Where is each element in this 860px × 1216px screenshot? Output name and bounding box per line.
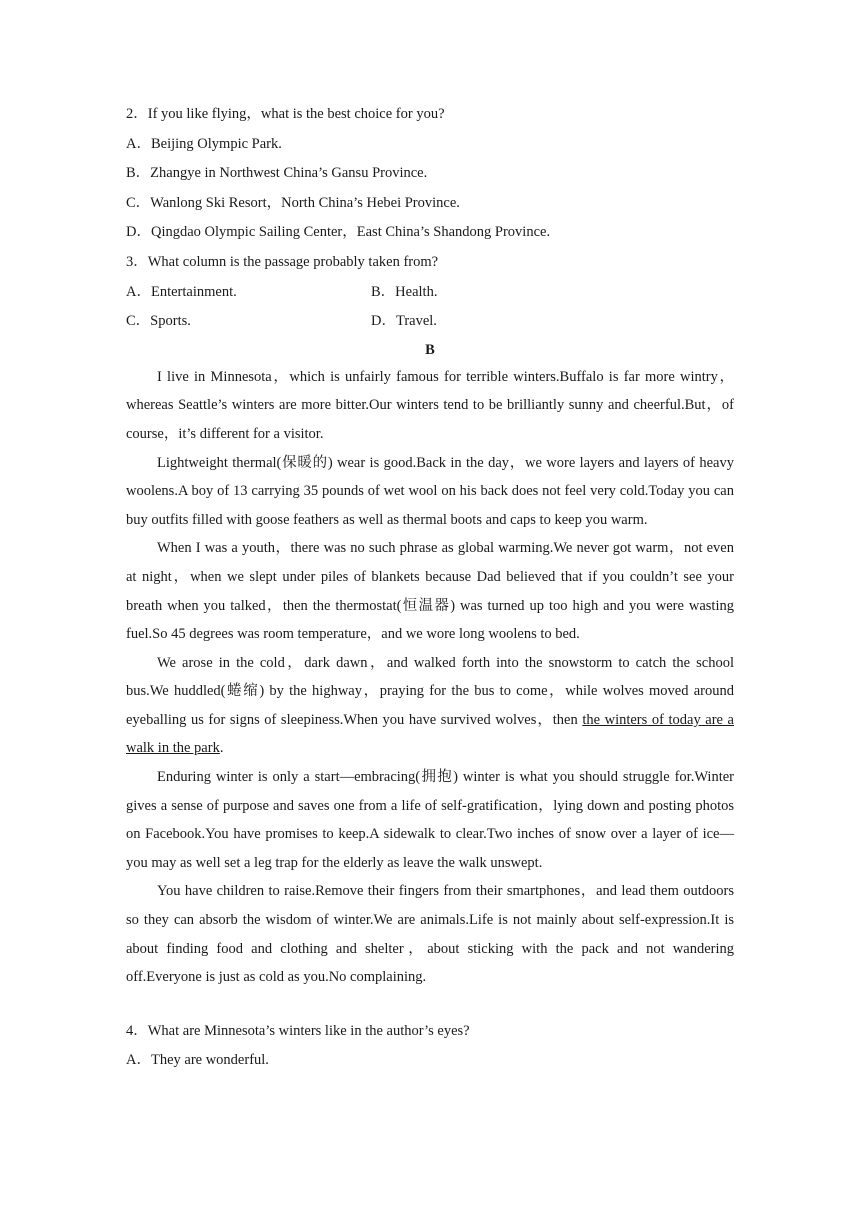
- question-2-option-a: A．Beijing Olympic Park.: [126, 135, 282, 152]
- passage-paragraph-2: Lightweight thermal(保暖的) wear is good.Back in the day，we wore layers and layers of heavy woolens.A boy of 13 carrying 35 pounds of wet wool on his back does not feel very cold.Today you can buy outfits filled with goose feathers as well as thermal boots and caps to keep you warm.: [126, 454, 734, 528]
- question-3: 3．What column is the passage probably taken from?: [126, 253, 439, 270]
- question-3-option-c: C．Sports.: [126, 313, 191, 330]
- document-page: [126, 100, 734, 1076]
- question-2-option-c: C．Wanlong Ski Resort，North China’s Hebei Province.: [126, 194, 460, 211]
- passage-paragraph-1: I live in Minnesota，which is unfairly famous for terrible winters.Buffalo is far more wintry，whereas Seattle’s winters are more bitter.Our winters tend to be brilliantly sunny and cheerful.But，of course，it’s different for a visitor.: [126, 368, 734, 442]
- passage-paragraph-3: When I was a youth，there was no such phrase as global warming.We never got warm，not even at night，when we slept under piles of blankets because Dad believed that if you couldn’t see your breath when you talked，then the thermostat(恒温器) was turned up too high and you were wasting fuel.So 45 degrees was room temperature，and we wore long woolens to bed.: [126, 540, 734, 643]
- question-4: 4．What are Minnesota’s winters like in the author’s eyes?: [126, 1022, 470, 1039]
- question-3-option-b: B．Health.: [371, 283, 438, 300]
- spacer: [126, 992, 734, 1017]
- question-3-options-row-2: [126, 307, 734, 337]
- paragraph-4-end: .: [219, 740, 224, 757]
- question-4-option-a: A．They are wonderful.: [126, 1052, 269, 1069]
- passage-paragraph-4: [126, 649, 734, 763]
- underlined-phrase: the winters of today are a walk in the park: [126, 711, 734, 757]
- passage-paragraph-6: You have children to raise.Remove their fingers from their smartphones，and lead them outdoors so they can absorb the wisdom of winter.We are animals.Life is not mainly about self-expression.It is about finding food and clothing and shelter，about sticking with the pack and not wandering off.Everyone is just as cold as you.No complaining.: [126, 883, 734, 986]
- question-2-option-d: D．Qingdao Olympic Sailing Center，East China’s Shandong Province.: [126, 224, 551, 241]
- section-title: B: [425, 341, 435, 358]
- question-3-option-d: D．Travel.: [371, 313, 437, 330]
- question-2-option-b: B．Zhangye in Northwest China’s Gansu Province.: [126, 165, 428, 182]
- passage-paragraph-5: Enduring winter is only a start—embracing(拥抱) winter is what you should struggle for.Winter gives a sense of purpose and saves one from a life of self-gratification，lying down and posting photos on Facebook.You have promises to keep.A sidewalk to clear.Two inches of snow over a layer of ice—you may as well set a leg trap for the elderly as leave the walk unswept.: [126, 769, 734, 871]
- question-3-options-row-1: [126, 278, 734, 308]
- question-2: 2．If you like flying，what is the best choice for you?: [126, 106, 445, 122]
- question-3-option-a: A．Entertainment.: [126, 283, 237, 300]
- paragraph-4-text: We arose in the cold，dark dawn，and walked forth into the snowstorm to catch the school bus.We huddled(蜷缩) by the highway，praying for the bus to come，while wolves moved around eyeballing us for signs of sleepiness.When you have survived wolves，then: [126, 654, 734, 728]
